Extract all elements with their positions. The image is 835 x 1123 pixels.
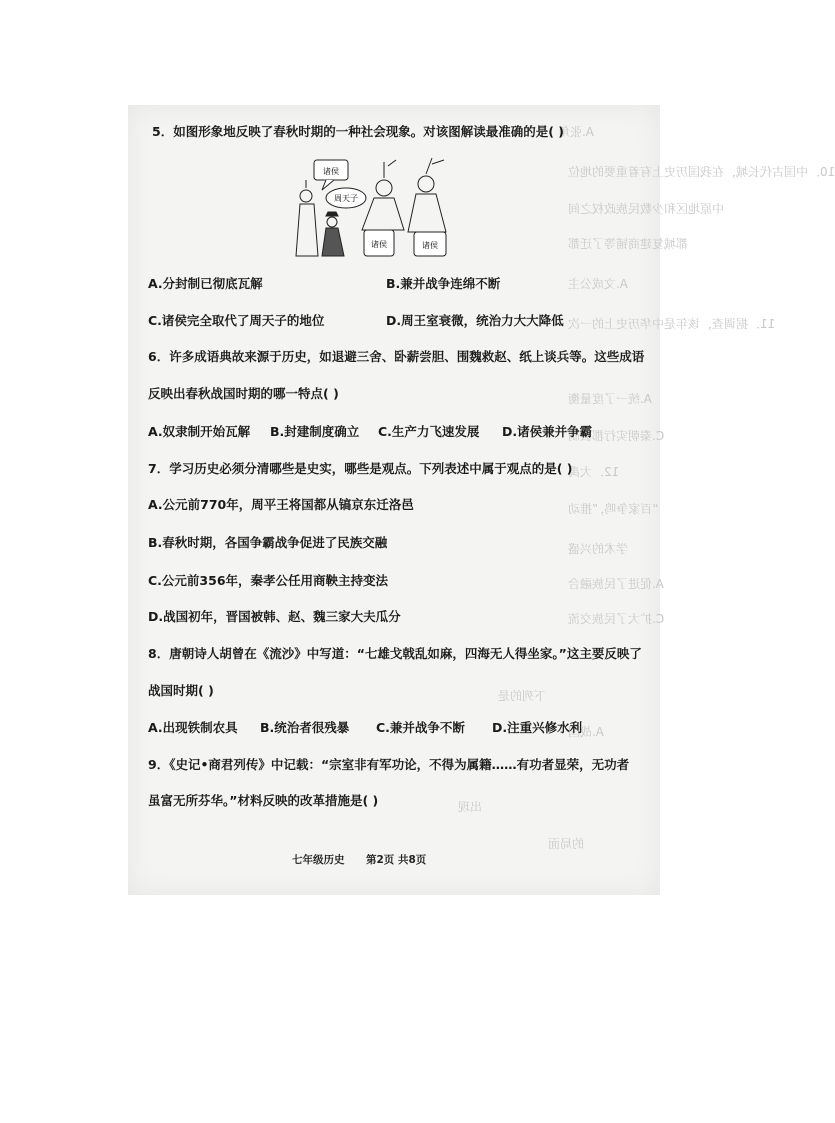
question-5-stem: 5．如图形象地反映了春秋时期的一种社会现象。对该图解读最准确的是( )	[152, 124, 564, 139]
bleed-text: A.文成公主	[568, 277, 628, 291]
question-6-stem-line1: 6．许多成语典故来源于历史，如退避三舍、卧薪尝胆、围魏救赵、纸上谈兵等。这些成语	[148, 349, 645, 364]
zhou-cartoon-illustration	[292, 156, 452, 264]
bleed-text: C.秦朝实行郡县制	[568, 429, 665, 443]
bubble-label: 诸侯	[371, 240, 387, 249]
q6-option-a[interactable]: A.奴隶制开始瓦解	[148, 424, 251, 439]
q7-option-a[interactable]: A.公元前770年，周平王将国都从镐京东迁洛邑	[148, 497, 414, 512]
q5-option-b[interactable]: B.兼并战争连绵不断	[386, 276, 501, 291]
q8-option-d[interactable]: D.注重兴修水利	[492, 720, 583, 735]
q6-option-c[interactable]: C.生产力飞速发展	[378, 424, 480, 439]
bleed-text: 的局面	[548, 837, 585, 851]
bleed-text: 12．大禹	[568, 465, 620, 479]
q5-option-c[interactable]: C.诸侯完全取代了周天子的地位	[148, 313, 325, 328]
q7-option-c[interactable]: C.公元前356年，秦孝公任用商鞅主持变法	[148, 573, 389, 588]
question-6-stem-line2: 反映出春秋战国时期的哪一特点( )	[148, 386, 339, 401]
question-9-stem-line1: 9．《史记•商君列传》中记载：“宗室非有军功论，不得为属籍……有功者显荣，无功者	[148, 757, 630, 772]
q6-option-b[interactable]: B.封建制度确立	[270, 424, 360, 439]
bleed-text: C.扩大了民族交流	[568, 612, 665, 626]
q8-option-a[interactable]: A.出现铁制农具	[148, 720, 238, 735]
bleed-text: A.促进了民族融合	[568, 577, 664, 591]
footer-subject: 七年级历史	[292, 854, 345, 866]
bubble-label: 周天子	[334, 194, 358, 203]
q7-option-d[interactable]: D.战国初年，晋国被韩、赵、魏三家大夫瓜分	[148, 609, 401, 624]
bleed-text: 出现	[458, 800, 483, 814]
bleed-text: “百家争鸣，”推动	[568, 502, 659, 516]
bubble-label: 诸侯	[323, 167, 339, 176]
bleed-text: A.战国	[568, 725, 604, 739]
q7-option-b[interactable]: B.春秋时期，各国争霸战争促进了民族交融	[148, 535, 388, 550]
footer-page-number: 第2页 共8页	[366, 854, 427, 866]
question-8-stem-line1: 8．唐朝诗人胡曾在《流沙》中写道：“七雄戈戟乱如麻，四海无人得坐家。”这主要反映了	[148, 646, 642, 661]
bleed-text: 学术的兴盛	[568, 542, 629, 556]
question-8-stem-line2: 战国时期( )	[148, 683, 214, 698]
q8-option-b[interactable]: B.统治者很残暴	[260, 720, 350, 735]
q6-option-d[interactable]: D.诸侯兼并争霸	[502, 424, 593, 439]
bleed-text: 都城复建商铺等了迁都	[568, 237, 689, 251]
q5-option-d[interactable]: D.周王室衰微，统治力大大降低	[386, 313, 564, 328]
q8-option-c[interactable]: C.兼并战争不断	[376, 720, 465, 735]
question-9-stem-line2: 虽富无所芬华。”材料反映的改革措施是( )	[148, 793, 379, 808]
bubble-label: 诸侯	[422, 241, 438, 250]
bleed-text: 11．据调查，该年是中华历史上的一次	[568, 317, 776, 331]
q5-option-a[interactable]: A.分封制已彻底瓦解	[148, 276, 263, 291]
bleed-text: 下列的是	[498, 689, 547, 703]
question-7-stem: 7．学习历史必须分清哪些是史实，哪些是观点。下列表述中属于观点的是( )	[148, 461, 573, 476]
bleed-text: 10．中国古代长城，在我国历史上有着重要的地位	[568, 165, 835, 179]
bleed-text: 中原地区和少数民族政权之间	[568, 202, 725, 216]
bleed-text: A.张角	[558, 125, 594, 139]
bleed-text: A.统一了度量衡	[568, 392, 652, 406]
